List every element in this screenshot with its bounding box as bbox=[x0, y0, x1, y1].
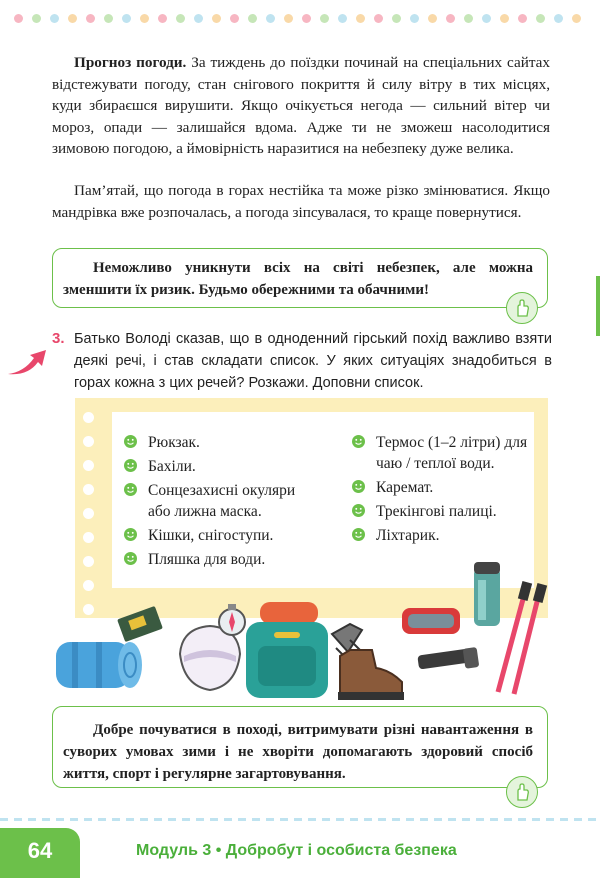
hiking-gear-illustration bbox=[50, 560, 560, 710]
safety-callout bbox=[52, 248, 548, 308]
list-item: Трекінгові палиці. bbox=[352, 501, 532, 522]
smile-icon bbox=[124, 483, 137, 496]
health-callout bbox=[52, 706, 548, 788]
list-item: Каремат. bbox=[352, 477, 532, 498]
edge-tab bbox=[596, 276, 600, 336]
smile-icon bbox=[124, 528, 137, 541]
red-goggles-icon bbox=[402, 608, 460, 634]
mountain-weather-paragraph: Пам’ятай, що погода в горах нестійка та може різко змінюватися. Якщо мандрівка вже розпочалась, а погода зіпсувалася, то краще повернутися. bbox=[52, 182, 550, 221]
health-callout-text: Добре почуватися в поході, витримувати різні навантаження в суворих умовах зими і не хворіти допомагають здоровий спосіб життя, спорт і регулярне загартовування. bbox=[63, 722, 533, 782]
list-item: Сонцезахисні окуляри або лижна маска. bbox=[124, 480, 314, 522]
smile-icon bbox=[124, 459, 137, 472]
smile-icon bbox=[124, 435, 137, 448]
weather-forecast-paragraph bbox=[52, 52, 550, 160]
list-item: Рюкзак. bbox=[124, 432, 314, 453]
arrow-icon bbox=[6, 346, 50, 378]
task-text: Батько Володі сказав, що в одноденний гірський похід важливо взяти деякі речі, і став складати список. У яких ситуаціях знадобиться в горах кожна з цих речей? Розкажи. Доповни список. bbox=[74, 331, 552, 391]
list-right bbox=[352, 432, 532, 549]
list-item: Термос (1–2 літри) для чаю / теплої води. bbox=[352, 432, 532, 474]
list-item: Бахіли. bbox=[124, 456, 314, 477]
matches-icon bbox=[117, 606, 163, 642]
sleeping-mat-icon bbox=[56, 642, 142, 688]
flashlight-icon bbox=[417, 647, 479, 670]
page-number: 64 bbox=[0, 828, 80, 878]
list-item: Пляшка для води. bbox=[124, 549, 314, 570]
top-dots-decoration bbox=[14, 14, 586, 24]
list-item: Кішки, снігоступи. bbox=[124, 525, 314, 546]
list-item: Ліхтарик. bbox=[352, 525, 532, 546]
safety-callout-text: Неможливо уникнути всіх на світі небезпек, але можна зменшити їх ризик. Будьмо обережними та обачними! bbox=[63, 260, 533, 298]
list-left bbox=[124, 432, 314, 573]
smile-icon bbox=[352, 504, 365, 517]
trekking-poles-icon bbox=[498, 581, 547, 694]
hand-icon bbox=[506, 292, 538, 324]
thermos-icon bbox=[474, 562, 500, 626]
backpack-icon bbox=[246, 602, 328, 698]
weather-heading: Прогноз погоди. bbox=[74, 54, 187, 71]
compass-icon bbox=[219, 604, 245, 635]
hand-icon bbox=[506, 776, 538, 808]
smile-icon bbox=[352, 480, 365, 493]
module-title: Модуль 3 • Добробут і особиста безпека bbox=[136, 842, 457, 859]
weather-text: За тиждень до поїздки починай на спеціальних сайтах відстежувати погоду, стан снігового покриття й силу вітру в тих місцях, куди збираєшся вирушити. Якщо очікується негода — сильний вітер чи мороз, опади — залишайся вдома. Адже ти не зможеш насолодитися зимовою погодою, а ймовірність наразитися на небезпеку дуже велика. bbox=[52, 54, 551, 157]
smile-icon bbox=[352, 528, 365, 541]
footer-dashed-line bbox=[0, 818, 600, 821]
task-number: 3. bbox=[52, 330, 65, 347]
smile-icon bbox=[352, 435, 365, 448]
boot-icon bbox=[338, 650, 404, 700]
